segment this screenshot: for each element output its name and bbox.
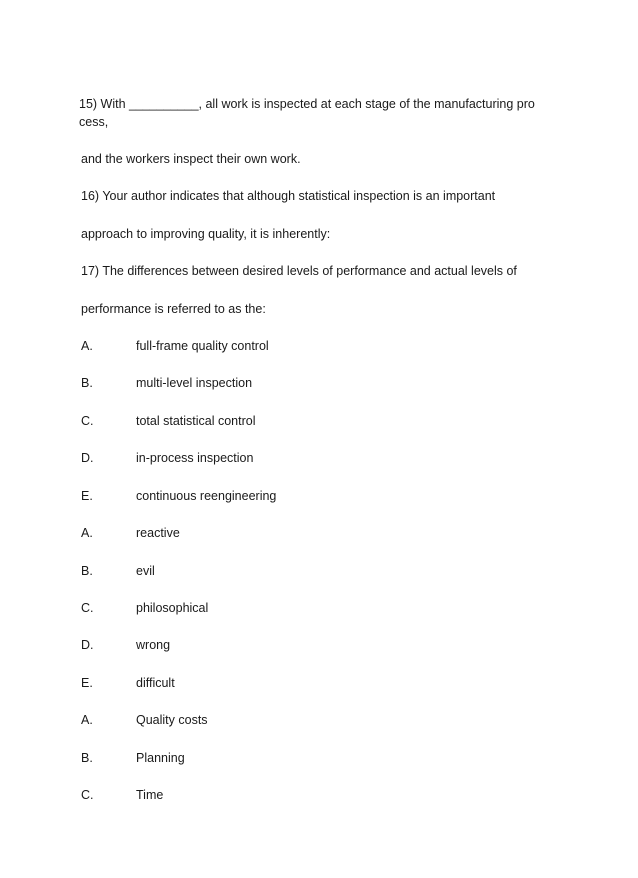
option-text: multi-level inspection (136, 376, 253, 390)
option-text: wrong (136, 638, 171, 652)
option-text: in-process inspection (136, 451, 254, 465)
question-17-line-1: 17) The differences between desired levels of performance and actual levels of (81, 264, 517, 278)
option-text: reactive (136, 526, 180, 540)
question-15-line-3: and the workers inspect their own work. (81, 152, 301, 166)
option-letter: C. (81, 601, 94, 615)
option-letter: B. (81, 564, 93, 578)
option-text: philosophical (136, 601, 209, 615)
question-15-line-2: cess, (79, 115, 109, 129)
option-letter: C. (81, 414, 94, 428)
option-text: full-frame quality control (136, 339, 269, 353)
option-letter: B. (81, 751, 93, 765)
question-17-line-2: performance is referred to as the: (81, 302, 266, 316)
option-letter: C. (81, 788, 94, 802)
option-letter: E. (81, 489, 93, 503)
option-letter: E. (81, 676, 93, 690)
option-text: total statistical control (136, 414, 256, 428)
option-letter: A. (81, 713, 93, 727)
option-text: difficult (136, 676, 175, 690)
question-15-line-1: 15) With __________, all work is inspected at each stage of the manufacturing pro (79, 97, 535, 111)
option-letter: D. (81, 638, 94, 652)
option-letter: A. (81, 526, 93, 540)
option-text: Quality costs (136, 713, 208, 727)
option-text: evil (136, 564, 155, 578)
option-text: Time (136, 788, 164, 802)
option-text: continuous reengineering (136, 489, 277, 503)
option-letter: D. (81, 451, 94, 465)
option-letter: A. (81, 339, 93, 353)
option-letter: B. (81, 376, 93, 390)
question-16-line-2: approach to improving quality, it is inherently: (81, 227, 331, 241)
question-16-line-1: 16) Your author indicates that although statistical inspection is an important (81, 189, 496, 203)
option-text: Planning (136, 751, 185, 765)
